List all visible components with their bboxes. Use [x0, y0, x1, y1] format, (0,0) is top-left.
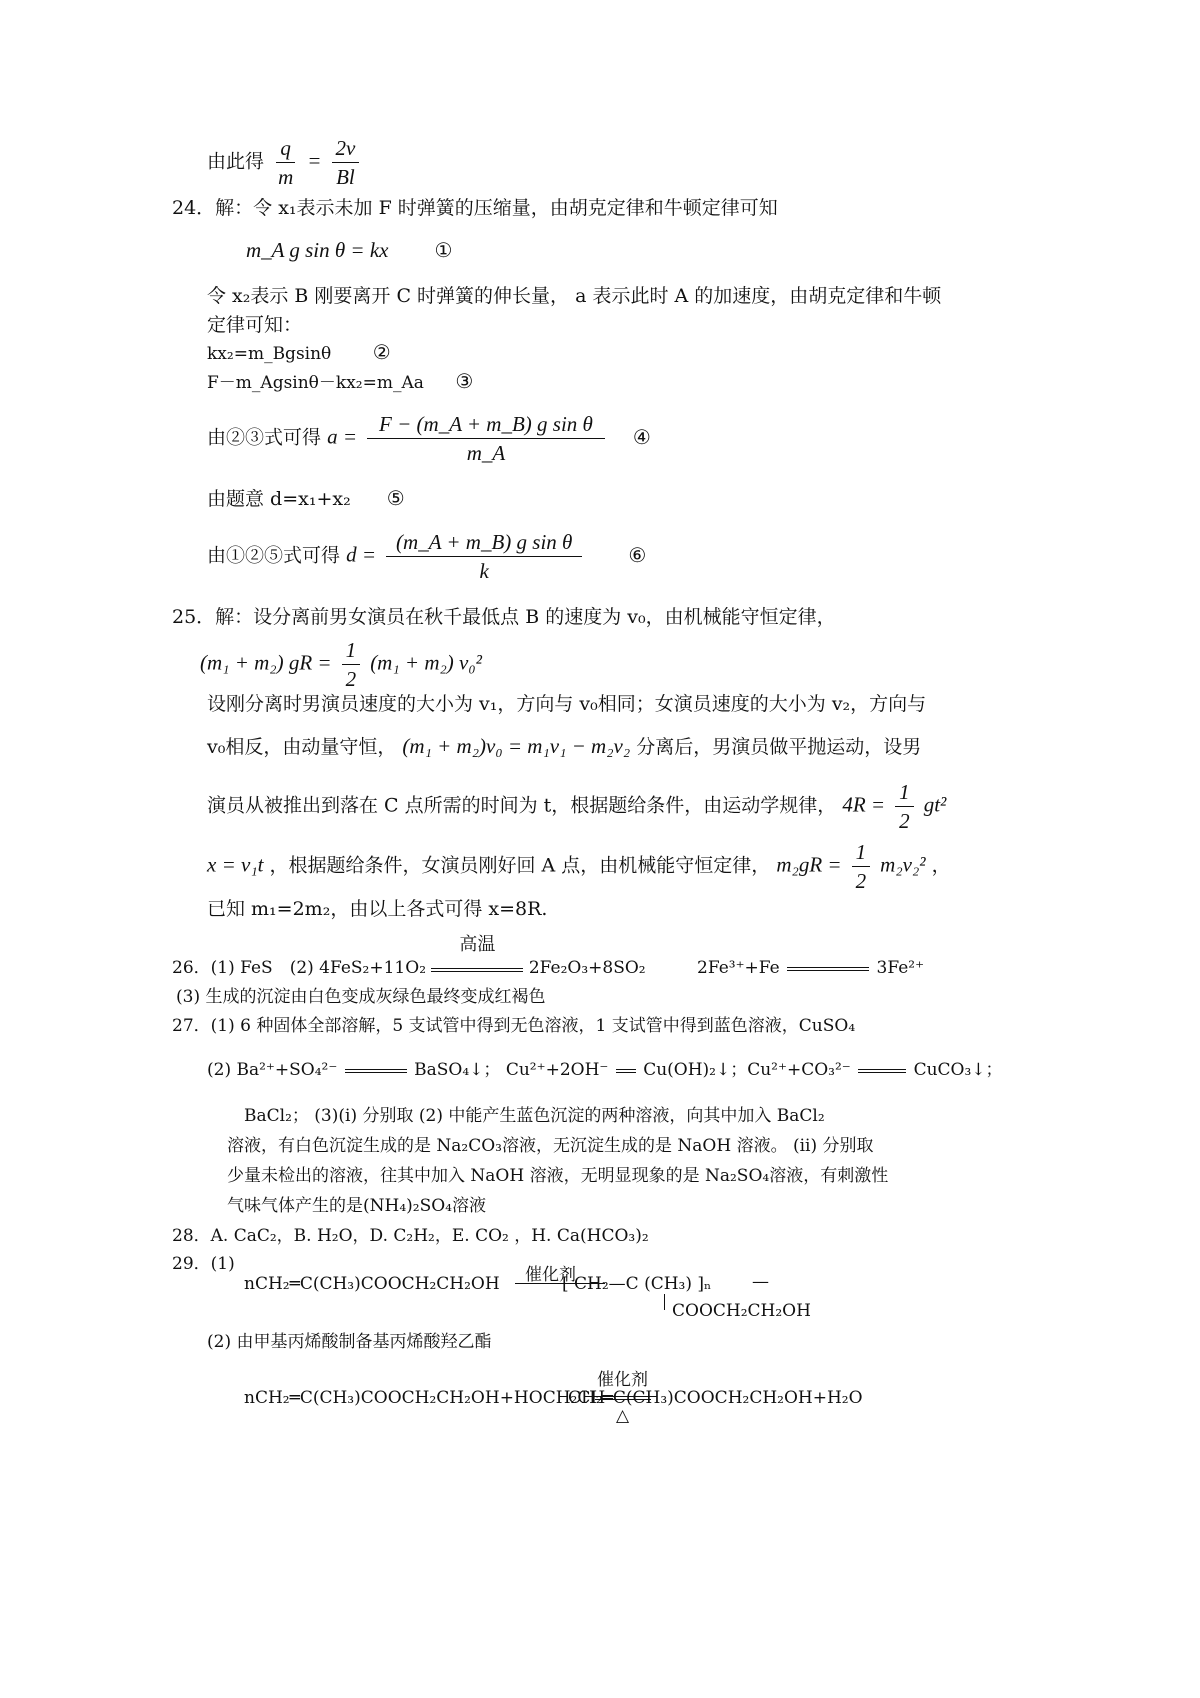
q23-rhs-num: 2v [332, 136, 360, 163]
q24-eq6-num: (m_A + m_B) g sin θ [386, 530, 582, 557]
q29-heat-symbol: △ [616, 1406, 630, 1426]
q24-heading: 24．解：令 x₁表示未加 F 时弹簧的压缩量，由胡克定律和牛顿定律可知 [172, 197, 778, 219]
q26-line-2: (3) 生成的沉淀由白色变成灰绿色最终变成红褐色 [176, 987, 546, 1007]
q29-catalyst-1: 催化剂 [525, 1265, 576, 1285]
q23-result-line [207, 136, 363, 189]
q24-eq2: kx₂=m_Bgsinθ [207, 344, 332, 364]
q29-reactant: nCH₂═C(CH₃)COOCH₂CH₂OH [244, 1274, 500, 1294]
q23-prefix: 由此得 [207, 150, 265, 173]
q24-eq2-line [207, 340, 391, 366]
q24-eq6-line [207, 530, 646, 583]
q29-heading: 29．(1) [172, 1254, 235, 1274]
q27-part-a: (2) Ba²⁺+SO₄²⁻ [207, 1060, 338, 1080]
q29-catalyst-2: 催化剂 [597, 1370, 648, 1390]
q25-text4: 演员从被推出到落在 C 点所需的时间为 t，根据题给条件，由运动学规律， [207, 794, 837, 817]
q25-eq1-line [200, 638, 482, 691]
q24-eq6-prefix: 由①②⑤式可得 [207, 544, 341, 567]
q24-eq4-den: m_A [466, 441, 506, 465]
q23-rhs-den: Bl [336, 165, 355, 189]
q24-text-line-2: 令 x₂表示 B 刚要离开 C 时弹簧的伸长量， a 表示此时 A 的加速度，由胡克定律和牛顿 [207, 285, 942, 307]
q27-line-6: 气味气体产生的是(NH₄)₂SO₄溶液 [227, 1196, 486, 1216]
q24-eq6-lhs: d = [346, 542, 376, 567]
q25-text5-rhs: m₂v₂² [880, 852, 926, 877]
q24-eq5: 由题意 d=x₁+x₂ [207, 488, 351, 510]
q24-eq4-line [207, 412, 651, 465]
q24-eq6-den: k [479, 559, 489, 583]
q26-condition: 高温 [459, 933, 496, 955]
q24-eq4-num: F − (m_A + m_B) g sin θ [367, 412, 605, 439]
q27-part-c: Cu(OH)₂↓；Cu²⁺+CO₃²⁻ [643, 1060, 851, 1080]
q29-dash: — [752, 1272, 769, 1292]
q27-line-4: 溶液，有白色沉淀生成的是 Na₂CO₃溶液，无沉淀生成的是 NaOH 溶液。 (ii) 分别取 [227, 1136, 874, 1156]
q25-text4-den: 2 [899, 809, 910, 833]
q23-rhs-fraction [332, 136, 360, 189]
q25-text5-lhs: m₂gR = [776, 852, 842, 877]
q24-eq6-fraction [386, 530, 582, 583]
q29-product-2: CH₂═C(CH₃)COOCH₂CH₂OH+H₂O [568, 1388, 863, 1408]
q23-lhs-fraction [274, 136, 297, 189]
q27-equals-2 [616, 1069, 636, 1073]
q25-text-line-4 [207, 780, 946, 833]
q29-reaction-1 [244, 1272, 500, 1296]
q24-eq4-prefix: 由②③式可得 [207, 426, 322, 449]
q26-part2a: 2Fe³⁺+Fe [697, 958, 780, 978]
q25-text-line-5 [207, 840, 951, 893]
q29-product-substituent: COOCH₂CH₂OH [672, 1301, 811, 1321]
q25-text5-end: ， [931, 854, 951, 877]
q27-equals-3 [858, 1069, 906, 1073]
q24-eq3: F－m_Agsinθ－kx₂=m_Aa [207, 373, 424, 393]
q24-eq3-line [207, 369, 473, 395]
q25-text5: ，根据题给条件，女演员刚好回 A 点，由机械能守恒定律， [269, 854, 771, 877]
q24-mark-1: ① [434, 238, 453, 262]
q24-mark-5: ⑤ [386, 486, 405, 510]
q25-eq1-rhs: (m₁ + m₂) v₀² [370, 650, 482, 675]
q26-line-1 [172, 933, 925, 981]
q25-text4-rhs: gt² [923, 792, 947, 817]
q25-text4-num: 1 [895, 780, 914, 807]
q25-eq1-den: 2 [345, 667, 357, 691]
q27-line-3: BaCl₂； (3)(i) 分别取 (2) 中能产生蓝色沉淀的两种溶液，向其中加入 BaCl₂ [244, 1106, 825, 1126]
q25-heading: 25．解：设分离前男女演员在秋千最低点 B 的速度为 v₀，由机械能守恒定律， [172, 606, 836, 628]
q23-lhs-den: m [278, 165, 294, 189]
q25-text-line-6: 已知 m₁=2m₂，由以上各式可得 x=8R. [207, 898, 548, 920]
q25-eq1-fraction [342, 638, 361, 691]
q25-text5-den: 2 [855, 869, 867, 893]
q26-equals-sign [787, 967, 869, 971]
q23-lhs-num: q [276, 136, 295, 163]
q25-text3b: 分离后，男演员做平抛运动，设男 [636, 736, 922, 758]
q25-text-line-2: 设刚分离时男演员速度的大小为 v₁，方向与 v₀相同；女演员速度的大小为 v₂，方向与 [207, 693, 927, 715]
q24-mark-6: ⑥ [628, 542, 647, 567]
q24-mark-2: ② [372, 340, 391, 364]
q29-part-2: (2) 由甲基丙烯酸制备基丙烯酸羟乙酯 [207, 1332, 492, 1352]
q27-part-b: BaSO₄↓； Cu²⁺+2OH⁻ [414, 1060, 609, 1080]
q26-high-temp-arrow [431, 933, 523, 981]
q25-eq1-lhs: (m₁ + m₂) gR = [200, 650, 332, 675]
q24-eq4-fraction [367, 412, 605, 465]
q25-text4-lhs: 4R = [842, 792, 886, 817]
q29-product: [ CH₂—C (CH₃) ]ₙ [562, 1274, 712, 1294]
q25-eq1-num: 1 [342, 638, 361, 665]
q25-text-line-3 [207, 734, 921, 759]
q26-part1b: 2Fe₂O₃+8SO₂ [528, 958, 646, 978]
q29-reaction-2: nCH₂═C(CH₃)COOCH₂CH₂OH+HOCH₂CH [244, 1388, 606, 1408]
q24-eq1: m_A g sin θ = kx [246, 238, 389, 262]
q29-bond-line [664, 1294, 665, 1310]
q24-eq4-lhs: a = [327, 424, 357, 449]
q24-mark-4: ④ [632, 424, 651, 449]
q28-line: 28．A. CaC₂，B. H₂O，D. C₂H₂，E. CO₂ ，H. Ca(HCO₃)₂ [172, 1226, 649, 1246]
q25-text3a: v₀相反，由动量守恒， [207, 736, 397, 758]
q27-line-1: 27．(1) 6 种固体全部溶解，5 支试管中得到无色溶液，1 支试管中得到蓝色溶液，CuSO₄ [172, 1016, 856, 1036]
q27-part-d: CuCO₃↓； [913, 1060, 1003, 1080]
q24-eq1-line [246, 238, 452, 263]
q25-text4-fraction [895, 780, 914, 833]
q25-text5-fraction [852, 840, 871, 893]
q24-mark-3: ③ [455, 369, 474, 393]
q26-part1: 26．(1) FeS (2) 4FeS₂+11O₂ [172, 958, 427, 978]
q27-line-2 [207, 1058, 1003, 1082]
q23-equals: = [307, 148, 322, 173]
q25-momentum-eq: (m₁ + m₂)v₀ = m₁v₁ − m₂v₂ [402, 734, 631, 758]
q25-text5-eq: x = v₁t [207, 852, 264, 877]
q24-eq5-line [207, 486, 405, 511]
q27-line-5: 少量未检出的溶液，往其中加入 NaOH 溶液，无明显现象的是 Na₂SO₄溶液，有刺激性 [227, 1166, 889, 1186]
q27-equals-1 [345, 1069, 407, 1073]
q25-text5-num: 1 [852, 840, 871, 867]
q24-text-line-3: 定律可知： [207, 314, 303, 336]
q26-part2b: 3Fe²⁺ [876, 958, 925, 978]
